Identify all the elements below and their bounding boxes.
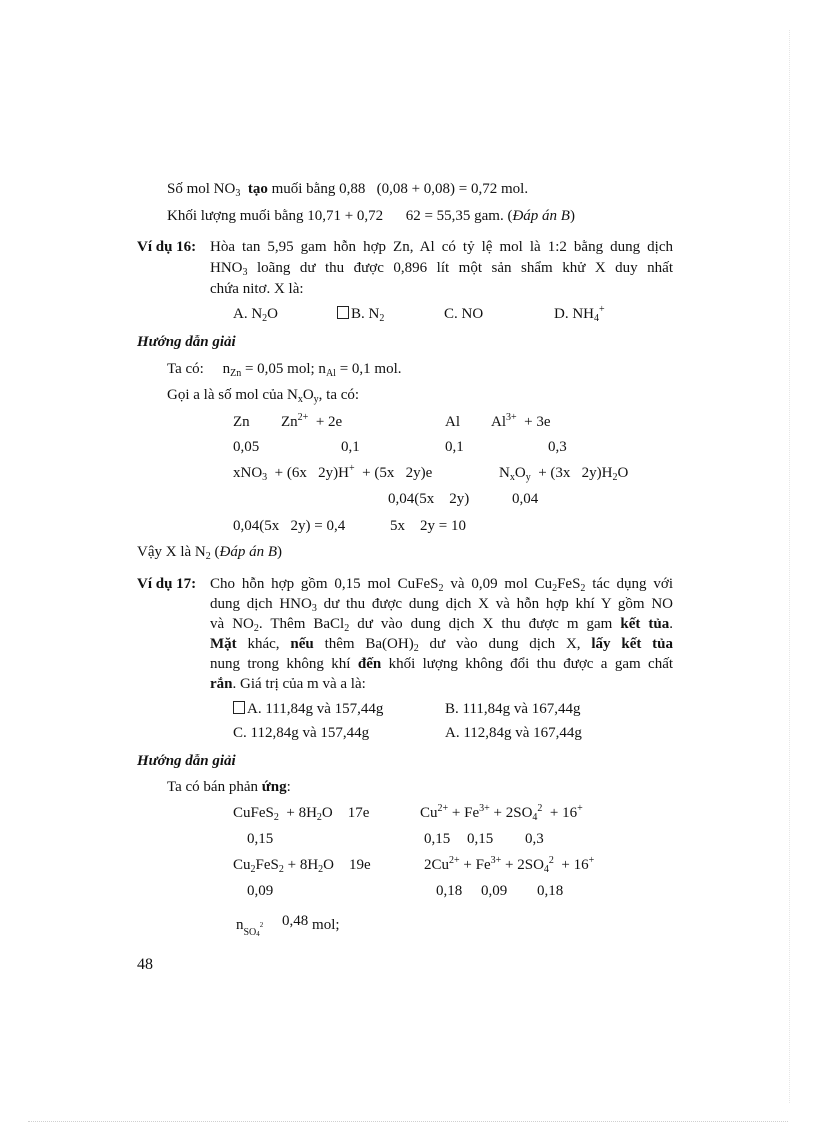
example-16-let: Gọi a là số mol của $N_xO_y$, ta có: bbox=[167, 387, 360, 405]
ex17-eq2-left: $Cu_2FeS_2 + 8H_2O$ 19e bbox=[233, 857, 371, 875]
page-number: 48 bbox=[137, 956, 153, 973]
ex16-eq3-left: 0,04(5x 2y) = 0,4 bbox=[233, 518, 346, 534]
ex17-eq1-val-c: 0,15 bbox=[467, 831, 494, 847]
ex16-eq2-left: xNO$_3$ + (6x 2y)H+ + (5x 2y)e bbox=[233, 463, 433, 483]
ex17-sulfate-moles: $n_{SO4^2}$ 0,48 mol; bbox=[236, 913, 340, 938]
example-17-option-b: B. 111,84g và 167,44g bbox=[445, 701, 581, 717]
ex17-eq2-val-c: 0,09 bbox=[481, 883, 508, 899]
prev-solution-line-2: Khối lượng muối bằng 10,71 + 0,72 62 = 55,35 gam. (Đáp án B) bbox=[167, 208, 575, 224]
bottom-border-line bbox=[28, 1121, 788, 1122]
ex16-eq1-zn-ion: $Zn^{2+} + 2e$ bbox=[281, 412, 343, 430]
ex16-eq1-val-a: 0,05 bbox=[233, 439, 260, 455]
example-16-question-line-3: chứa nitơ. X là: bbox=[210, 281, 304, 297]
example-16-option-a: A. $N_2O$ bbox=[233, 306, 279, 324]
ex17-eq2-right: $2Cu^{2+} + Fe^{3+} + 2SO_4^2 + 16^+$ bbox=[424, 855, 595, 875]
answer-marker-icon bbox=[233, 701, 245, 714]
answer-marker-icon bbox=[337, 306, 349, 319]
ex16-eq1-val-b: 0,1 bbox=[341, 439, 360, 455]
ex17-eq1-left: CuFeS$_2$ + $8H_2O$ 17e bbox=[233, 805, 370, 823]
example-17-option-c: C. 112,84g và 157,44g bbox=[233, 725, 370, 741]
example-17-label: Ví dụ 17: bbox=[137, 576, 197, 592]
ex16-eq2-right: $N_xO_y + (3x$ $2y)H_2O$ bbox=[499, 465, 629, 483]
example-16-given: Ta có: $n_{Zn} = 0,05$ mol; $n_{Al} = 0,1$ mol. bbox=[167, 361, 402, 379]
ex17-eq2-val-b: 0,18 bbox=[436, 883, 463, 899]
example-17-question-line-6: rắn. Giá trị của m và a là: bbox=[210, 676, 366, 692]
ex17-eq2-val-d: 0,18 bbox=[537, 883, 564, 899]
example-17-question-line-3: và $NO_2$. Thêm BaCl$_2$ dư vào dung dịch X thu được m gam kết tủa. bbox=[210, 616, 673, 634]
example-16-question-line-1: Hòa tan 5,95 gam hỗn hợp Zn, Al có tỷ lệ mol là 1:2 bằng dung dịch bbox=[210, 239, 673, 255]
ex16-eq1-al: Al bbox=[445, 414, 460, 430]
ex16-eq3-right: 5x 2y = 10 bbox=[390, 518, 466, 534]
example-17-option-d: A. 112,84g và 167,44g bbox=[445, 725, 582, 741]
ex16-eq2-val-a: 0,04(5x 2y) bbox=[388, 491, 470, 507]
ex17-eq1-val-b: 0,15 bbox=[424, 831, 451, 847]
example-16-label: Ví dụ 16: bbox=[137, 239, 197, 255]
ex17-eq2-val-a: 0,09 bbox=[247, 883, 274, 899]
right-margin-guide bbox=[789, 30, 790, 1103]
example-17-option-a: A. 111,84g và 157,44g bbox=[233, 700, 383, 718]
example-16-question-line-2: $HNO_3$ loãng dư thu được 0,896 lít một sản shẩm khử X duy nhất bbox=[210, 260, 674, 278]
ex17-eq1-val-a: 0,15 bbox=[247, 831, 274, 847]
example-17-question-line-4: Mặt khác, nếu thêm $Ba(OH)_2$ dư vào dung dịch X, lấy kết tủa bbox=[210, 636, 674, 654]
example-16-option-b: B. $N_2$ bbox=[337, 305, 384, 323]
example-16-guide-title: Hướng dẫn giải bbox=[137, 334, 236, 350]
ex16-eq2-val-c: 0,04 bbox=[512, 491, 539, 507]
example-16-option-c: C. NO bbox=[444, 306, 484, 322]
ex16-eq1-val-d: 0,3 bbox=[548, 439, 567, 455]
example-17-question-line-1: Cho hỗn hợp gồm 0,15 mol CuFeS$_2$ và 0,09 mol $Cu_2FeS_2$ tác dụng với bbox=[210, 576, 673, 594]
ex16-eq1-val-c: 0,1 bbox=[445, 439, 464, 455]
example-17-guide-title: Hướng dẫn giải bbox=[137, 753, 236, 769]
ex16-eq1-zn: Zn bbox=[233, 414, 250, 430]
example-16-option-d: D. $NH_4^+$ bbox=[554, 304, 605, 324]
example-17-question-line-2: dung dịch $HNO_3$ dư thu được dung dịch X và hỗn hợp khí Y gồm NO bbox=[210, 596, 674, 614]
ex17-eq1-val-d: 0,3 bbox=[525, 831, 544, 847]
example-17-half-reaction-intro: Ta có bán phản ứng: bbox=[167, 779, 291, 795]
prev-solution-line-1: Số mol $NO_3$ tạo muối bằng 0,88 (0,08 + 0,08) = 0,72 mol. bbox=[167, 181, 529, 199]
example-16-conclusion: Vậy X là $N_2$ (Đáp án B) bbox=[137, 544, 282, 562]
ex17-eq1-right: $Cu^{2+} + Fe^{3+} + 2SO_4^2 + 16^+$ bbox=[420, 803, 583, 823]
ex16-eq1-al-ion: $Al^{3+} + 3e$ bbox=[491, 412, 551, 430]
example-17-question-line-5: nung trong không khí đến khối lượng không đổi thu được a gam chất bbox=[210, 656, 674, 672]
